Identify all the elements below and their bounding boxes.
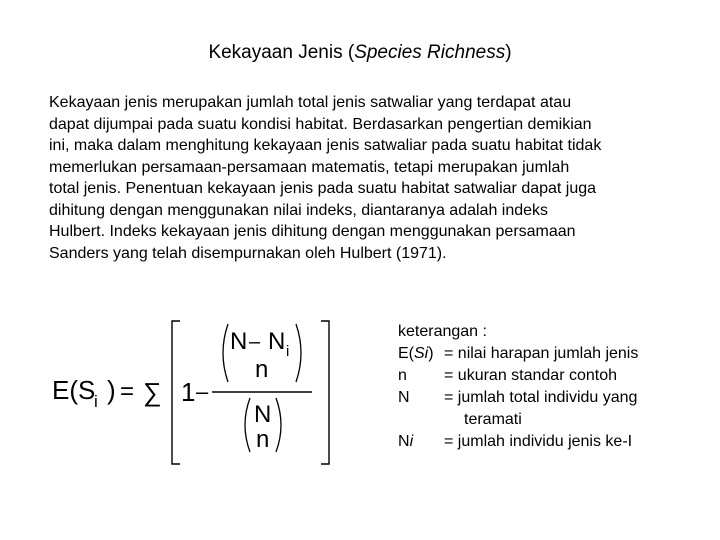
title-italic: Species Richness (354, 42, 506, 63)
legend-row (398, 431, 638, 453)
formula-one: 1 (181, 377, 196, 407)
title-suffix: ) (505, 42, 512, 63)
denominator-left-paren (245, 398, 250, 452)
legend-description: = jumlah individu jenis ke-I (444, 433, 633, 450)
numerator-top-subscript: i (286, 343, 290, 360)
legend-row (398, 343, 638, 365)
title-prefix: Kekayaan Jenis ( (208, 42, 355, 63)
paragraph-line: Hulbert. Indeks kekayaan jenis dihitung dengan menggunakan persamaan (49, 223, 576, 240)
legend-heading: keterangan : (398, 323, 487, 340)
denominator-top: N (254, 401, 272, 428)
formula-minus: – (196, 379, 209, 404)
paragraph-line: memerlukan persamaan-persamaan matematis, tetapi merupakan jumlah (49, 158, 570, 176)
paragraph-line: dapat dijumpai pada suatu kondisi habitat. Berdasarkan pengertian demikian (49, 115, 592, 133)
legend-symbol: E(Si) (398, 345, 434, 362)
legend-symbol: n (398, 367, 407, 384)
legend-description: = nilai harapan jumlah jenis (444, 345, 639, 362)
formula-right-bracket (321, 321, 329, 464)
body-paragraph (49, 92, 689, 264)
numerator-top-ni: N (268, 328, 286, 355)
legend-description-continued: teramati (464, 411, 522, 428)
numerator-right-paren (296, 324, 301, 382)
legend-description: = jumlah total individu yang (444, 389, 638, 406)
formula-legend (398, 321, 638, 453)
paragraph-line: Kekayaan jenis merupakan jumlah total jenis satwaliar yang terdapat atau (49, 94, 572, 111)
denominator-right-paren (276, 398, 281, 452)
numerator-bottom-n: n (255, 356, 269, 383)
numerator-top-minus: – (249, 331, 261, 353)
legend-symbol: Ni (398, 433, 414, 450)
formula-left-bracket (172, 321, 180, 464)
legend-description: = ukuran standar contoh (444, 367, 618, 384)
legend-row (398, 365, 638, 387)
paragraph-line: ini, maka dalam menghitung kekayaan jenis satwaliar pada suatu habitat tidak (49, 137, 602, 154)
numerator-left-paren (223, 324, 228, 382)
formula-sum: ∑ (143, 377, 162, 407)
paragraph-line: dihitung dengan menggunakan nilai indeks, diantaranya adalah indeks (49, 201, 549, 219)
page-title (0, 41, 720, 65)
paragraph-line: Sanders yang telah disempurnakan oleh Hulbert (1971). (49, 244, 447, 262)
legend-symbol: N (398, 389, 410, 406)
formula-lhs-e: E(S (52, 375, 96, 405)
legend-row (398, 387, 638, 409)
numerator-top-n: N (230, 328, 248, 355)
paragraph-line: total jenis. Penentuan kekayaan jenis pada suatu habitat satwaliar dapat juga (49, 180, 597, 197)
denominator-bottom: n (256, 426, 270, 453)
formula-equals: = (120, 378, 135, 405)
hurlbert-formula (50, 318, 350, 468)
formula-lhs-close: ) (107, 375, 116, 405)
formula-lhs-subscript: i (94, 392, 98, 411)
